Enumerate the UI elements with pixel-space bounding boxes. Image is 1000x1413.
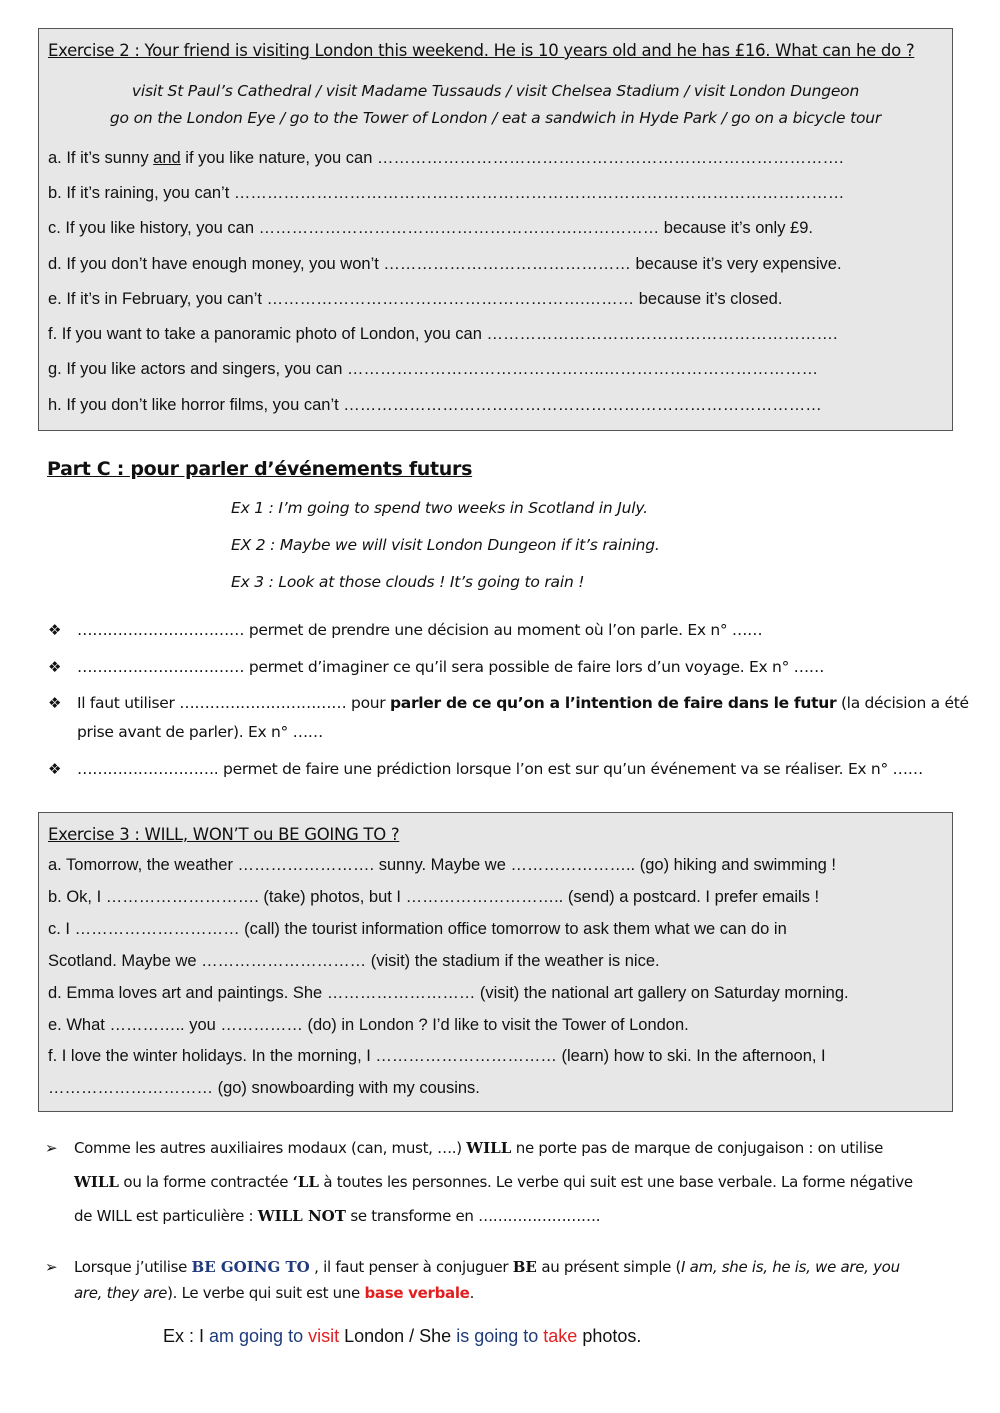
note-2-l2-red: base verbale — [364, 1284, 470, 1302]
diamond-bullet-icon: ❖ — [48, 694, 62, 712]
note-1-l3-post: se transforme en ……………………. — [345, 1207, 601, 1225]
note-1-l3-willnot: WILL NOT — [257, 1207, 346, 1225]
bullet-3-post: (la décision a été — [836, 694, 969, 712]
note-1-l1-pre: Comme les autres auxiliaires modaux (can, must, ….) — [74, 1139, 467, 1157]
example-pre: Ex : I — [163, 1326, 210, 1346]
note-2-l1-bgt: BE GOING TO — [191, 1258, 310, 1276]
note-1-line-3 — [74, 1207, 600, 1225]
example-mid: London / She — [339, 1326, 457, 1346]
example-3: Ex 3 : Look at those clouds ! It’s going to rain ! — [231, 573, 585, 591]
note-2-line-1 — [74, 1258, 900, 1276]
note-2-l1-it: I am, she is, he is, we are, you — [681, 1258, 900, 1276]
note-2-line-2 — [74, 1284, 474, 1302]
bullet-1-text: …………………………… permet de prendre une décision au moment où l’on parle. Ex n° …… — [77, 621, 763, 639]
bullet-4-text: ………………………. permet de faire une prédiction lorsque l’on est sur qu’un événement va se réaliser. Ex n° …… — [77, 760, 923, 778]
exercise-2-item-d: d. If you don’t have enough money, you won’t ……………………………………… because it’s very expensive. — [48, 255, 842, 273]
example-am-going-to: am going to — [209, 1326, 304, 1346]
example-is-going-to: is going to — [456, 1326, 539, 1346]
note-2-l2-end: . — [469, 1284, 475, 1302]
example-take: take — [543, 1326, 578, 1346]
bullet-3-pre: Il faut utiliser …………………………… pour — [77, 694, 390, 712]
note-2-l1-mid: , il faut penser à conjuguer — [309, 1258, 513, 1276]
bullet-3-text — [77, 694, 969, 712]
diamond-bullet-icon: ❖ — [48, 658, 62, 676]
bullet-3-line-2: prise avant de parler). Ex n° …… — [77, 723, 323, 741]
note-2-l2-it: are, they are — [74, 1284, 168, 1302]
note-2-l1-be: BE — [512, 1258, 537, 1276]
exercise-3-title: Exercise 3 : WILL, WON’T ou BE GOING TO ? — [48, 825, 400, 844]
note-1-l1-post: ne porte pas de marque de conjugaison : on utilise — [511, 1139, 884, 1157]
example-2: EX 2 : Maybe we will visit London Dungeon if it’s raining. — [231, 536, 660, 554]
note-1-line-2 — [74, 1173, 913, 1191]
example-1: Ex 1 : I’m going to spend two weeks in Scotland in July. — [231, 499, 648, 517]
note-1-l2-ll: ‘LL — [292, 1173, 319, 1191]
note-1-l2-mid: ou la forme contractée — [118, 1173, 293, 1191]
item-a-and: and — [153, 149, 181, 167]
exercise-2-choices-line-1: visit St Paul’s Cathedral / visit Madame Tussauds / visit Chelsea Stadium / visit London Dungeon — [131, 82, 860, 100]
exercise-2-item-f: f. If you want to take a panoramic photo of London, you can ………………………………………………………. — [48, 325, 838, 343]
exercise-2-item-c: c. If you like history, you can ………………………………………………….…………… because it’s only £9. — [48, 219, 813, 237]
exercise-2-item-e: e. If it’s in February, you can’t ………………………………………………….……… because it’s closed. — [48, 290, 783, 308]
exercise-2-choices-line-2: go on the London Eye / go to the Tower of London / eat a sandwich in Hyde Park / go on a bicycle tour — [109, 109, 882, 127]
note-2-l2-mid: ). Le verbe qui suit est une — [167, 1284, 365, 1302]
exercise-3-item-a: a. Tomorrow, the weather ……………………. sunny. Maybe we ………………….. (go) hiking and swimming ! — [48, 856, 836, 874]
note-1-l3-pre: de WILL est particulière : — [74, 1207, 258, 1225]
exercise-2-title: Exercise 2 : Your friend is visiting London this weekend. He is 10 years old and he has £16. What can he do ? — [48, 41, 915, 60]
example-visit: visit — [308, 1326, 340, 1346]
arrow-bullet-icon: ➢ — [45, 1258, 58, 1276]
bullet-3-bold: parler de ce qu’on a l’intention de faire dans le futur — [390, 694, 837, 712]
note-2-l1-pre: Lorsque j’utilise — [74, 1258, 192, 1276]
note-2-l1-post: au présent simple ( — [536, 1258, 682, 1276]
exercise-3-item-c-line-1: c. I ………………………… (call) the tourist information office tomorrow to ask them what we can do in — [48, 920, 787, 938]
exercise-3-item-d: d. Emma loves art and paintings. She ……………………… (visit) the national art gallery on Saturday morning. — [48, 984, 849, 1002]
diamond-bullet-icon: ❖ — [48, 760, 62, 778]
exercise-2-item-h: h. If you don’t like horror films, you can’t …………………………………………………………………………… — [48, 396, 822, 414]
diamond-bullet-icon: ❖ — [48, 621, 62, 639]
note-1-l2-post: à toutes les personnes. Le verbe qui suit est une base verbale. La forme négative — [318, 1173, 913, 1191]
item-a-post: if you like nature, you can …………………………………………………………………………. — [180, 149, 844, 167]
exercise-3-item-b: b. Ok, I ………………………. (take) photos, but I ……………………….. (send) a postcard. I prefer emails ! — [48, 888, 820, 906]
bullet-2-text: …………………………… permet d’imaginer ce qu’il sera possible de faire lors d’un voyage. Ex n° …… — [77, 658, 825, 676]
note-1-l2-will: WILL — [74, 1173, 119, 1191]
exercise-2-item-g: g. If you like actors and singers, you can ………………………………………..………………………………… — [48, 360, 819, 378]
example-end: photos. — [577, 1326, 642, 1346]
part-c-heading: Part C : pour parler d’événements futurs — [47, 458, 473, 480]
exercise-3-item-c-line-2: Scotland. Maybe we ………………………… (visit) the stadium if the weather is nice. — [48, 952, 660, 970]
arrow-bullet-icon: ➢ — [45, 1139, 58, 1157]
item-a-pre: a. If it’s sunny — [48, 149, 154, 167]
note-1-l1-will: WILL — [466, 1139, 512, 1157]
example-sentence — [163, 1326, 641, 1347]
exercise-3-item-e: e. What ………….. you …………… (do) in London ? I’d like to visit the Tower of London. — [48, 1016, 689, 1034]
exercise-2-item-a — [48, 149, 844, 168]
exercise-2-item-b: b. If it’s raining, you can’t ………………………………………………………………………………………………… — [48, 184, 845, 202]
note-1-line-1 — [74, 1139, 883, 1157]
exercise-3-item-f-line-1: f. I love the winter holidays. In the morning, I …………………………… (learn) how to ski. In the afternoon, I — [48, 1047, 826, 1065]
exercise-3-item-f-line-2: ………………………… (go) snowboarding with my cousins. — [48, 1079, 480, 1097]
